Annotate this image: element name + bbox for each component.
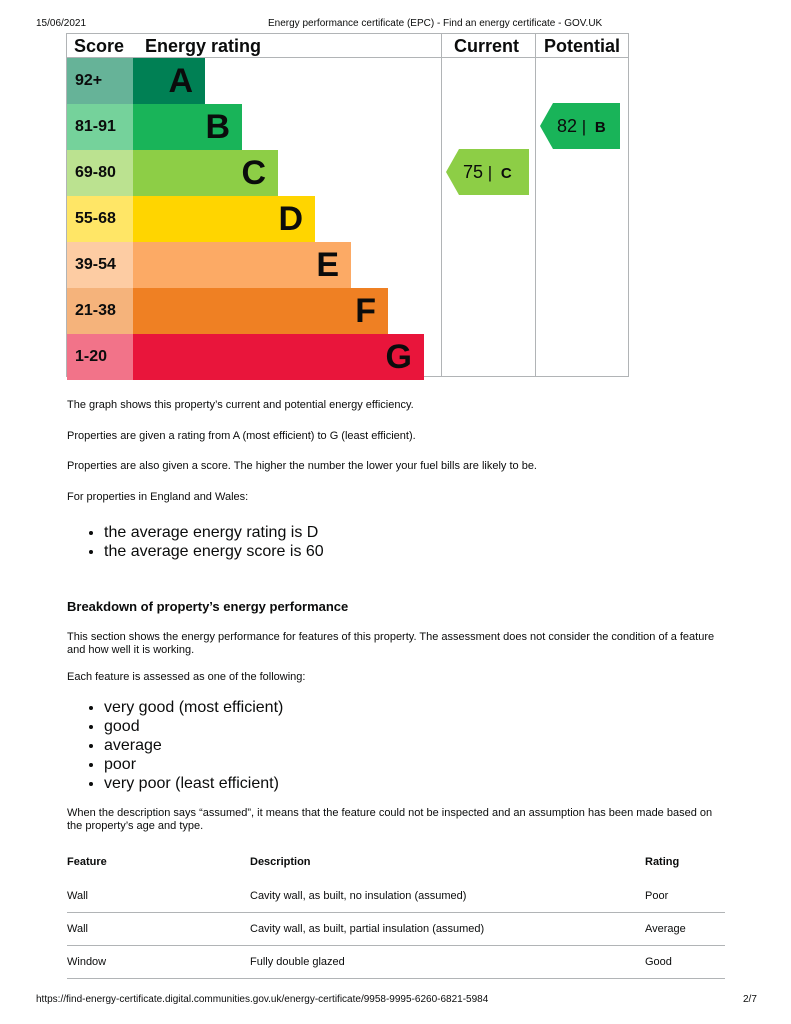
band-score-range: 69-80: [67, 150, 133, 196]
current-separator: |: [487, 163, 493, 182]
intro-paragraph-1: The graph shows this property’s current and potential energy efficiency.: [67, 399, 414, 411]
rating-column-header: Rating: [645, 856, 680, 868]
rating-cell: Good: [645, 956, 672, 968]
band-score-range: 39-54: [67, 242, 133, 288]
band-letter: E: [316, 246, 339, 284]
band-letter: G: [385, 338, 412, 376]
list-item: • average: [104, 736, 283, 755]
intro-paragraph-3: Properties are also given a score. The higher the number the lower your fuel bills are likely to be.: [67, 460, 537, 472]
breakdown-paragraph-2: Each feature is assessed as one of the following:: [67, 671, 306, 683]
potential-score: 82: [557, 116, 578, 136]
breakdown-paragraph-3: When the description says “assumed”, it means that the feature could not be inspected and an assumption has been made based on the property’s age and type.: [67, 807, 713, 832]
rating-cell: Poor: [645, 890, 669, 902]
band-bar: [133, 242, 351, 288]
band-letter: D: [278, 200, 303, 238]
current-column-divider: [441, 33, 442, 377]
potential-separator: |: [581, 117, 587, 136]
description-cell: Cavity wall, as built, partial insulation (assumed): [250, 923, 485, 935]
feature-cell: Wall: [67, 890, 88, 902]
band-score-range: 92+: [67, 58, 133, 104]
rating-cell: Average: [645, 923, 686, 935]
current-column-header: Current: [454, 36, 520, 56]
current-score: 75: [463, 162, 484, 182]
potential-letter: B: [594, 119, 606, 136]
potential-arrow-body: [553, 103, 620, 149]
current-letter: C: [500, 165, 512, 182]
breakdown-paragraph-1: This section shows the energy performance for features of this property. The assessment does not consider the condition of a feature and how well it is working.: [67, 631, 715, 656]
table-row: [67, 913, 725, 946]
list-item: • the average energy rating is D: [104, 523, 324, 542]
intro-paragraph-2: Properties are given a rating from A (most efficient) to G (least efficient).: [67, 430, 416, 442]
band-bar: [133, 288, 388, 334]
energy-rating-chart: [66, 33, 629, 377]
band-score-range: 1-20: [67, 334, 133, 380]
potential-column-header: Potential: [544, 36, 621, 56]
current-arrow-tip: [446, 149, 459, 195]
description-cell: Cavity wall, as built, no insulation (assumed): [250, 890, 467, 902]
table-row: [67, 880, 725, 913]
band-bar: [133, 58, 205, 104]
potential-arrow-tip: [540, 103, 553, 149]
table-header-row: [67, 852, 725, 880]
list-item: • poor: [104, 755, 283, 774]
band-score-range: 21-38: [67, 288, 133, 334]
band-letter: F: [355, 292, 376, 330]
averages-list: [86, 523, 324, 561]
description-column-header: Description: [250, 856, 311, 868]
band-letter: C: [241, 154, 266, 192]
band-bar: [133, 150, 278, 196]
band-letter: A: [168, 62, 193, 100]
feature-column-header: Feature: [67, 856, 107, 868]
band-score-range: 81-91: [67, 104, 133, 150]
assessment-levels-list: [86, 698, 283, 793]
list-item: • very good (most efficient): [104, 698, 283, 717]
print-page-title: Energy performance certificate (EPC) - Find an energy certificate - GOV.UK: [268, 18, 603, 29]
band-letter: B: [205, 108, 230, 146]
potential-column-divider: [535, 33, 536, 377]
description-cell: Fully double glazed: [250, 956, 345, 968]
energy-rating-column-header: Energy rating: [145, 36, 262, 56]
band-bar: [133, 196, 315, 242]
feature-cell: Wall: [67, 923, 88, 935]
feature-cell: Window: [67, 956, 107, 968]
score-column-header: Score: [74, 36, 125, 56]
table-row: [67, 946, 725, 979]
breakdown-heading: Breakdown of property’s energy performance: [67, 599, 349, 614]
band-bar: [133, 104, 242, 150]
band-bar: [133, 334, 424, 380]
page-url: https://find-energy-certificate.digital.communities.gov.uk/energy-certificate/9958-9995-6260-6821-5984: [36, 994, 489, 1005]
features-table: [67, 852, 725, 979]
list-item: • the average energy score is 60: [104, 542, 324, 561]
list-item: • very poor (least efficient): [104, 774, 283, 793]
current-arrow-body: [459, 149, 529, 195]
print-date: 15/06/2021: [36, 18, 87, 29]
page-number: 2/7: [743, 994, 757, 1005]
list-item: • good: [104, 717, 283, 736]
band-score-range: 55-68: [67, 196, 133, 242]
intro-paragraph-4: For properties in England and Wales:: [67, 491, 249, 503]
